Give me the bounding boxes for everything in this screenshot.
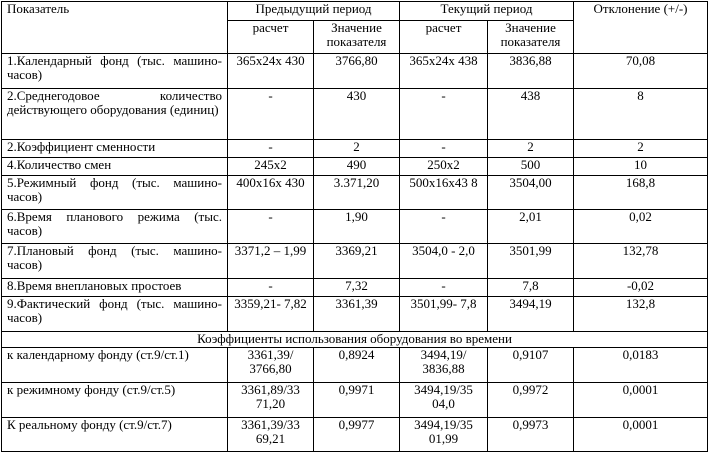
row-cur-value: 2 (488, 140, 574, 158)
table-row (2, 279, 708, 297)
row-cur-calc: 3501,99- 7,8 (400, 297, 488, 332)
row-deviation: 132,8 (574, 297, 708, 332)
row-cur-calc: - (400, 140, 488, 158)
coef-name: к календарному фонду (ст.9/ст.1) (2, 348, 228, 383)
table-row (2, 89, 708, 140)
coef-cur-value: 0,9973 (488, 418, 574, 452)
coef-cur-calc: 3494,19/35 01,99 (400, 418, 488, 452)
coef-deviation: 0,0001 (574, 418, 708, 452)
row-prev-calc: 365х24х 430 (228, 54, 314, 89)
row-name: 2.Среднегодовое количество действующего оборудования (единиц) (2, 89, 228, 140)
row-name: 7.Плановый фонд (тыс. машино-часов) (2, 244, 228, 279)
section-row (2, 332, 708, 348)
row-prev-value: 490 (314, 158, 400, 176)
row-prev-calc: - (228, 89, 314, 140)
header-prev-value: Значение показателя (314, 21, 400, 54)
row-name: 1.Календарный фонд (тыс. машино-часов) (2, 54, 228, 89)
row-prev-calc: 245х2 (228, 158, 314, 176)
row-name: 2.Коэффициент сменности (2, 140, 228, 158)
coef-deviation: 0,0183 (574, 348, 708, 383)
row-cur-value: 7,8 (488, 279, 574, 297)
row-cur-calc: 3504,0 - 2,0 (400, 244, 488, 279)
table-row (2, 244, 708, 279)
coef-prev-value: 0,8924 (314, 348, 400, 383)
row-deviation: -0,02 (574, 279, 708, 297)
coef-prev-value: 0,9977 (314, 418, 400, 452)
row-name: 8.Время внеплановых простоев (2, 279, 228, 297)
coef-prev-calc: 3361,39/ 3766,80 (228, 348, 314, 383)
row-cur-calc: - (400, 89, 488, 140)
row-prev-value: 3766,80 (314, 54, 400, 89)
row-cur-calc: 500х16х43 8 (400, 176, 488, 210)
row-cur-value: 438 (488, 89, 574, 140)
coef-name: К реальному фонду (ст.9/ст.7) (2, 418, 228, 452)
row-cur-value: 3504,00 (488, 176, 574, 210)
row-prev-calc: - (228, 279, 314, 297)
row-prev-calc: - (228, 210, 314, 244)
row-name: 9.Фактический фонд (тыс. машино-часов) (2, 297, 228, 332)
row-cur-value: 2,01 (488, 210, 574, 244)
header-cur-period: Текущий период (400, 2, 574, 21)
table-row (2, 418, 708, 452)
row-cur-calc: 250х2 (400, 158, 488, 176)
row-prev-calc: 3371,2 – 1,99 (228, 244, 314, 279)
row-cur-value: 500 (488, 158, 574, 176)
coef-cur-calc: 3494,19/ 3836,88 (400, 348, 488, 383)
row-prev-calc: - (228, 140, 314, 158)
row-prev-value: 2 (314, 140, 400, 158)
section-title: Коэффициенты использования оборудования во времени (2, 332, 708, 348)
header-cur-calc: расчет (400, 21, 488, 54)
row-deviation: 10 (574, 158, 708, 176)
header-prev-calc: расчет (228, 21, 314, 54)
row-name: 4.Количество смен (2, 158, 228, 176)
row-deviation: 8 (574, 89, 708, 140)
coef-cur-value: 0,9972 (488, 383, 574, 418)
header-indicator: Показатель (2, 2, 228, 54)
row-deviation: 132,78 (574, 244, 708, 279)
row-deviation: 2 (574, 140, 708, 158)
row-prev-value: 3369,21 (314, 244, 400, 279)
row-prev-value: 3361,39 (314, 297, 400, 332)
row-prev-value: 3.371,20 (314, 176, 400, 210)
header-prev-period: Предыдущий период (228, 2, 400, 21)
coef-cur-calc: 3494,19/35 04,0 (400, 383, 488, 418)
row-cur-value: 3494,19 (488, 297, 574, 332)
equipment-time-table (1, 1, 708, 452)
row-prev-value: 430 (314, 89, 400, 140)
row-cur-calc: 365х24х 438 (400, 54, 488, 89)
table-row (2, 140, 708, 158)
table-row (2, 383, 708, 418)
row-deviation: 168,8 (574, 176, 708, 210)
row-cur-value: 3836,88 (488, 54, 574, 89)
header-deviation: Отклонение (+/-) (574, 2, 708, 54)
row-deviation: 70,08 (574, 54, 708, 89)
coef-name: к режимному фонду (ст.9/ст.5) (2, 383, 228, 418)
table-row (2, 158, 708, 176)
row-name: 5.Режимный фонд (тыс. машино-часов) (2, 176, 228, 210)
row-prev-calc: 3359,21- 7,82 (228, 297, 314, 332)
row-cur-calc: - (400, 210, 488, 244)
coef-deviation: 0,0001 (574, 383, 708, 418)
header-cur-value: Значение показателя (488, 21, 574, 54)
row-cur-calc: - (400, 279, 488, 297)
table-row (2, 297, 708, 332)
coef-prev-value: 0,9971 (314, 383, 400, 418)
coef-prev-calc: 3361,39/33 69,21 (228, 418, 314, 452)
row-name: 6.Время планового режима (тыс. часов) (2, 210, 228, 244)
row-prev-value: 7,32 (314, 279, 400, 297)
row-prev-value: 1,90 (314, 210, 400, 244)
coef-cur-value: 0,9107 (488, 348, 574, 383)
table-row (2, 210, 708, 244)
table-row (2, 54, 708, 89)
row-prev-calc: 400х16х 430 (228, 176, 314, 210)
table-row (2, 176, 708, 210)
table-row (2, 348, 708, 383)
row-cur-value: 3501,99 (488, 244, 574, 279)
coef-prev-calc: 3361,89/33 71,20 (228, 383, 314, 418)
row-deviation: 0,02 (574, 210, 708, 244)
